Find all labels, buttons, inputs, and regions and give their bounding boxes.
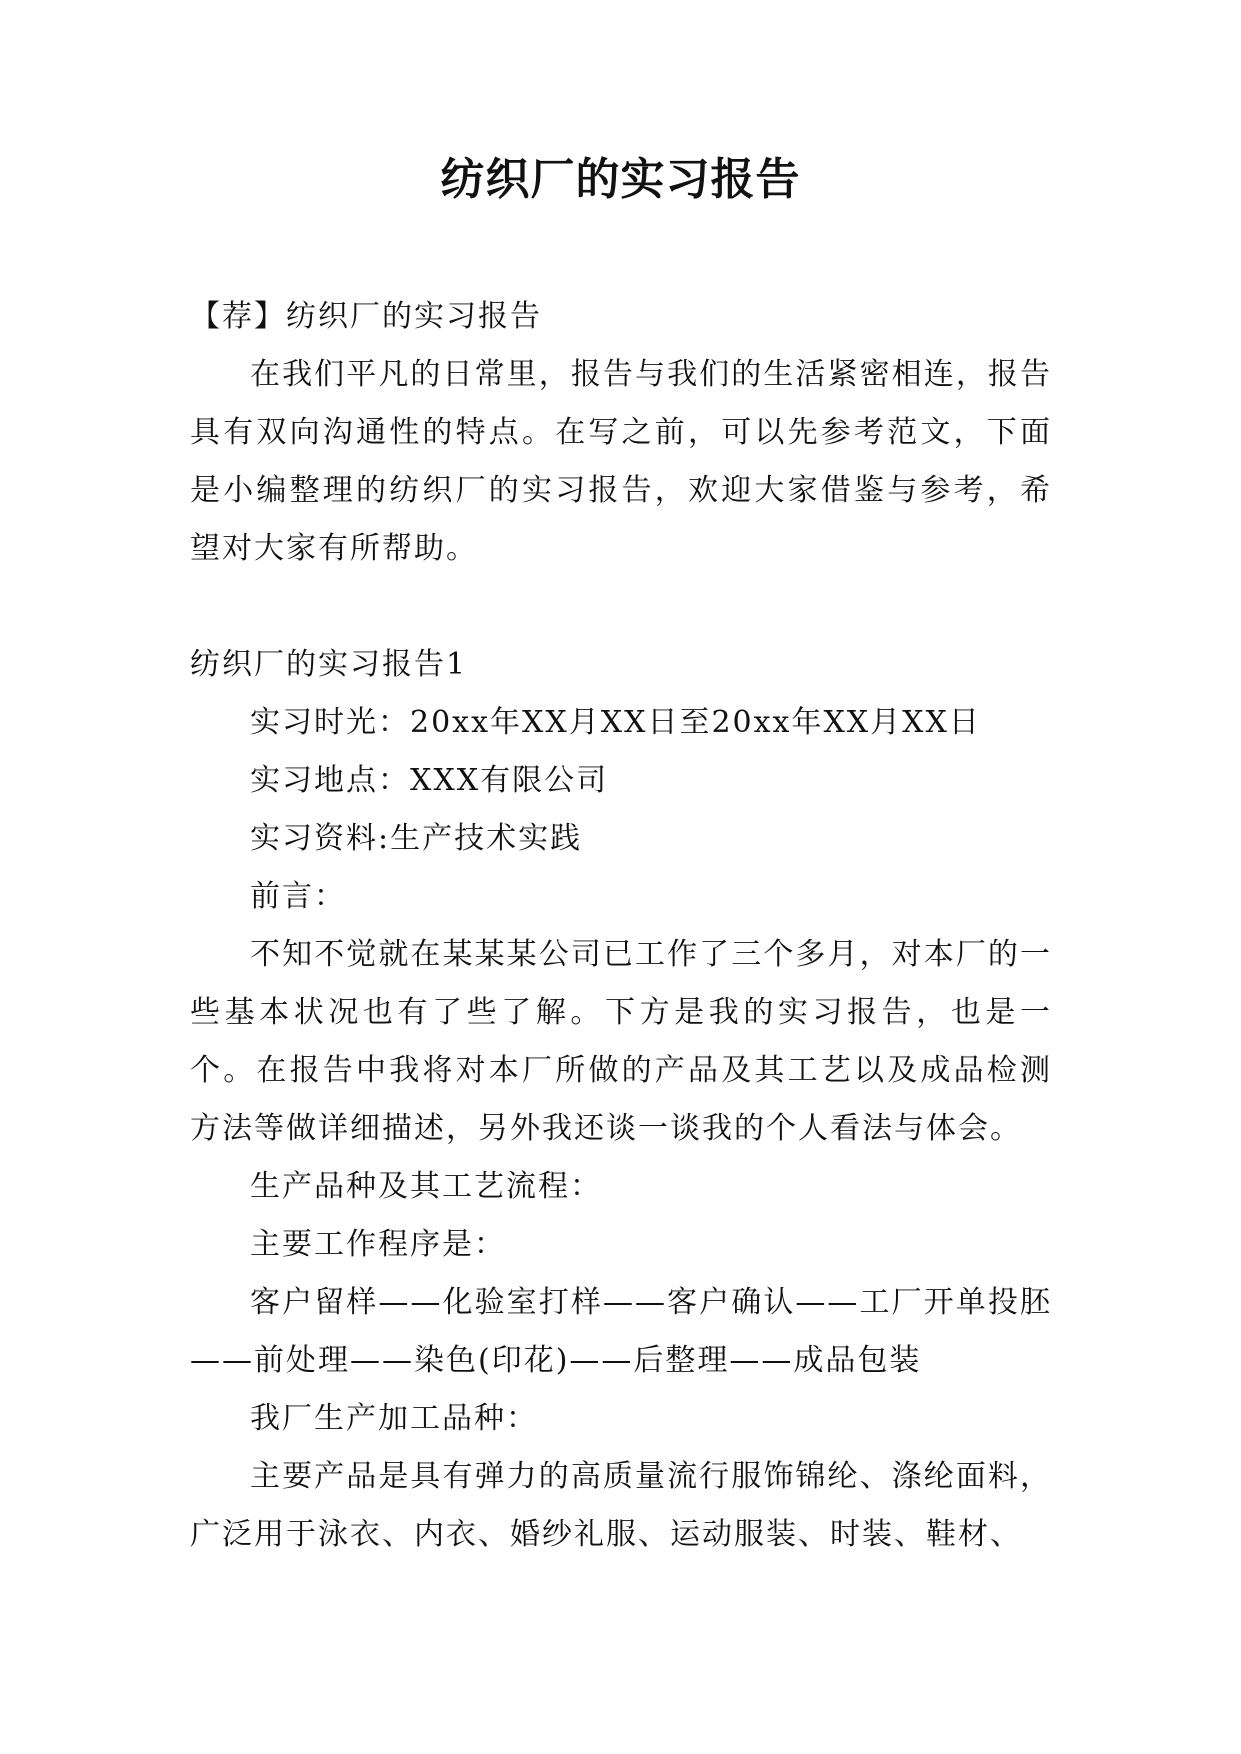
process-heading: 生产品种及其工艺流程： [250,1169,602,1204]
internship-place: 实习地点：XXX有限公司 [250,763,609,798]
document-body [190,288,1052,1564]
product-paragraph: 主要产品是具有弹力的高质量流行服饰锦纶、涤纶面料，广泛用于泳衣、内衣、婚纱礼服、运动服装、时装、鞋材、 [190,1459,1052,1552]
preface-label: 前言： [250,879,346,914]
paragraph-gap [190,578,1052,636]
subtitle-line: 【荐】纺织厂的实习报告 [190,299,542,334]
main-procedure-label: 主要工作程序是： [250,1227,506,1262]
internship-material: 实习资料:生产技术实践 [250,821,583,856]
internship-time: 实习时光：20xx年XX月XX日至20xx年XX月XX日 [250,705,981,740]
document-title: 纺织厂的实习报告 [440,154,801,205]
preface-paragraph: 不知不觉就在某某某公司已工作了三个多月，对本厂的一些基本状况也有了些了解。下方是我的实习报告，也是一个。在报告中我将对本厂所做的产品及其工艺以及成品检测方法等做详细描述，另外我还谈一谈我的个人看法与体会。 [190,937,1052,1146]
section-heading: 纺织厂的实习报告1 [190,647,468,682]
procedure-flow: 客户留样——化验室打样——客户确认——工厂开单投胚——前处理——染色(印花)——后整理——成品包装 [190,1285,1052,1378]
product-types-label: 我厂生产加工品种： [250,1401,538,1436]
intro-paragraph: 在我们平凡的日常里，报告与我们的生活紧密相连，报告具有双向沟通性的特点。在写之前，可以先参考范文，下面是小编整理的纺织厂的实习报告，欢迎大家借鉴与参考，希望对大家有所帮助。 [190,357,1052,566]
